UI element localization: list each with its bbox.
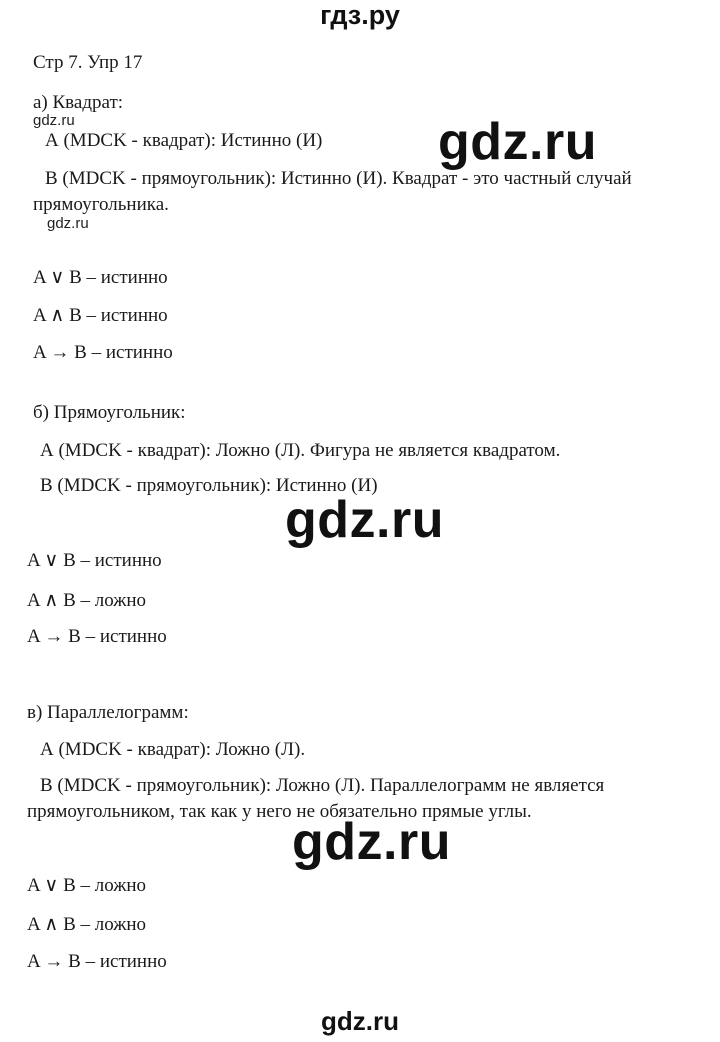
site-header-title: гдз.ру [320, 0, 400, 30]
section-a-implies: A → B – истинно [33, 342, 173, 363]
section-b-statement-b: В (MDCK - прямоугольник): Истинно (И) [40, 475, 378, 496]
watermark-small: gdz.ru [47, 215, 89, 232]
watermark-big: gdz.ru [292, 813, 451, 871]
section-c-and: A ∧ B – ложно [27, 914, 147, 935]
section-c-statement-a: А (MDCK - квадрат): Ложно (Л). [40, 739, 306, 760]
section-a-and: A ∧ B – истинно [33, 305, 168, 326]
section-b-implies: A → B – истинно [27, 626, 167, 647]
section-a-statement-a: А (MDCK - квадрат): Истинно (И) [45, 130, 323, 151]
exercise-heading: Стр 7. Упр 17 [33, 52, 143, 73]
section-b-statement-a: А (MDCK - квадрат): Ложно (Л). Фигура не является квадратом. [40, 440, 561, 461]
section-a-statement-b-line2: прямоугольника. [33, 194, 169, 215]
section-b-and: A ∧ B – ложно [27, 590, 147, 611]
watermark-big: gdz.ru [438, 113, 597, 171]
watermark-small: gdz.ru [33, 112, 75, 129]
section-a-or: A ∨ B – истинно [33, 267, 168, 288]
section-b-or: A ∨ B – истинно [27, 550, 162, 571]
section-c-title: в) Параллелограмм: [27, 702, 189, 723]
section-a-title: а) Квадрат: [33, 92, 124, 113]
watermark-big: gdz.ru [285, 491, 444, 549]
section-c-or: A ∨ B – ложно [27, 875, 147, 896]
section-c-implies: A → B – истинно [27, 951, 167, 972]
section-a-statement-b-line1: В (MDCK - прямоугольник): Истинно (И). Квадрат - это частный случай [45, 168, 632, 189]
section-b-title: б) Прямоугольник: [33, 402, 186, 423]
section-c-statement-b-line1: В (MDCK - прямоугольник): Ложно (Л). Параллелограмм не является [40, 775, 605, 796]
footer-watermark: gdz.ru [321, 1006, 399, 1036]
section-c-statement-b-line2: прямоугольником, так как у него не обязательно прямые углы. [27, 801, 532, 822]
